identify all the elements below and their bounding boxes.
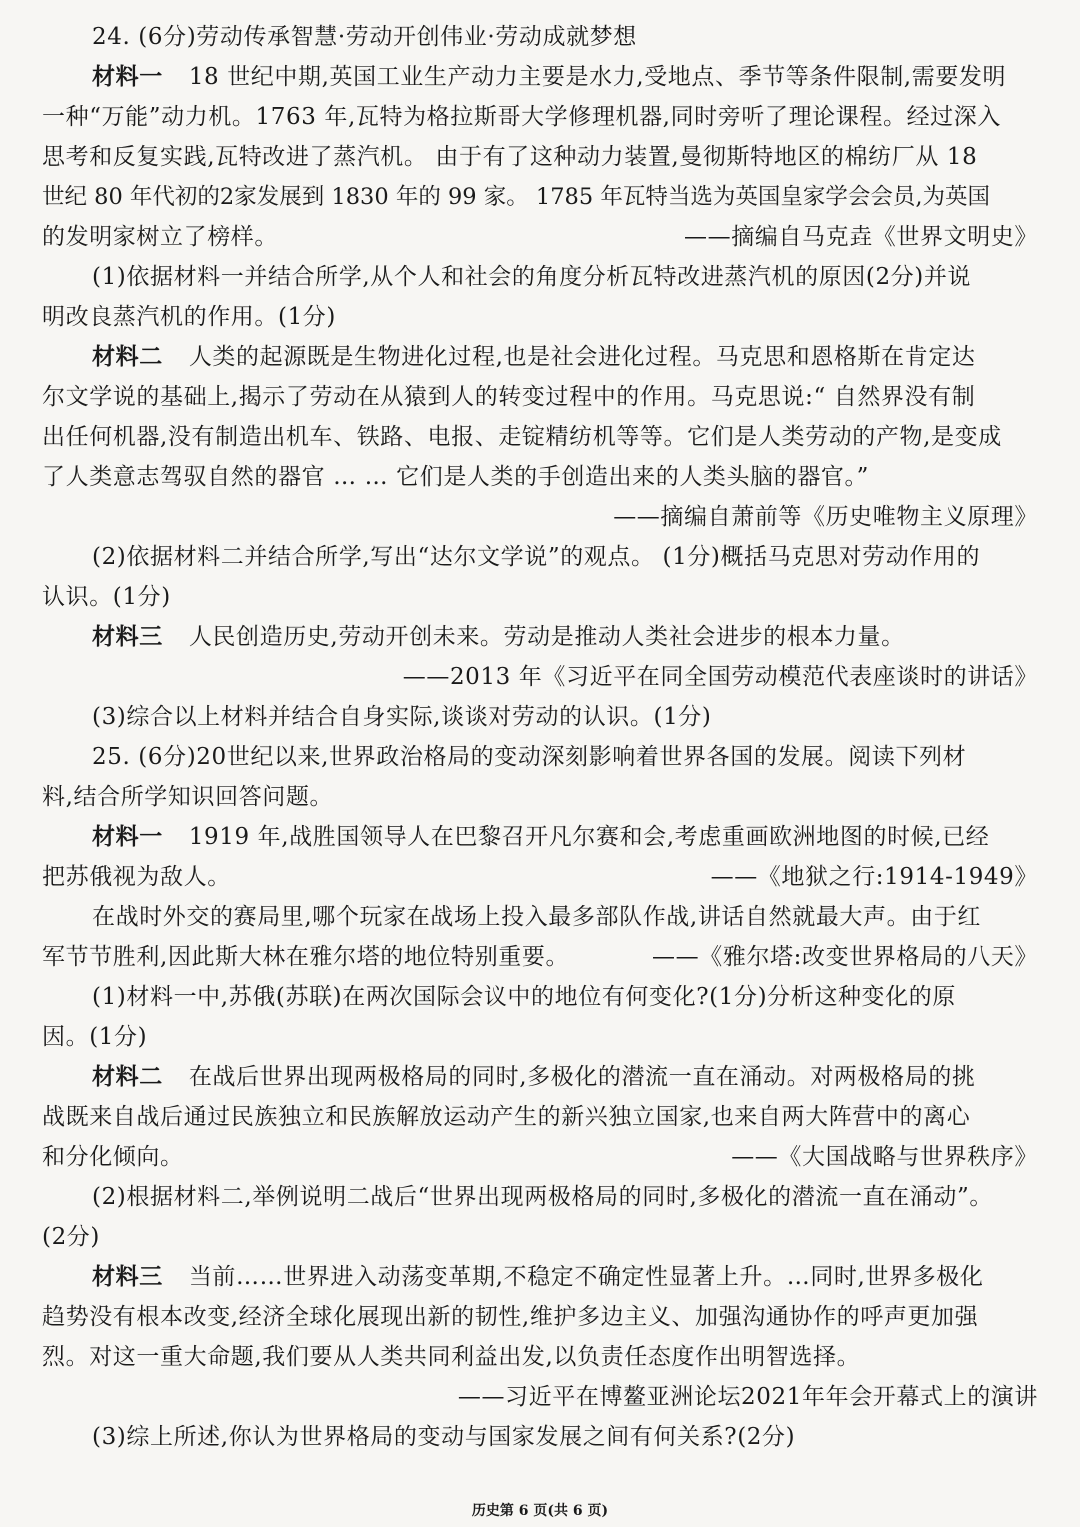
q25-title-line: 料,结合所学知识回答问题。	[42, 784, 334, 810]
q25-m2-label: 材料二	[92, 1064, 163, 1090]
q24-sub2-line: (2)依据材料二并结合所学,写出“达尔文学说”的观点。 (1分)概括马克思对劳动作用的	[92, 544, 981, 570]
q24-m2-label: 材料二	[92, 344, 163, 370]
q25-m1-line: 把苏俄视为敌人。	[42, 864, 231, 890]
q25-m2-line: 和分化倾向。	[42, 1144, 184, 1170]
q25-sub2-line: (2分)	[42, 1224, 100, 1250]
q24-m1-line: 一种“万能”动力机。1763 年,瓦特为格拉斯哥大学修理机器,同时旁听了理论课程。经过深入	[42, 104, 1001, 130]
q24-m1-source: ——摘编自马克垚《世界文明史》	[684, 224, 1038, 250]
q25-m2-line: 材料二 在战后世界出现两极格局的同时,多极化的潜流一直在涌动。对两极格局的挑	[92, 1064, 976, 1090]
q24-m1-label: 材料一	[92, 64, 163, 90]
q24-m1-line: 世纪 80 年代初的2家发展到 1830 年的 99 家。 1785 年瓦特当选为英国皇家学会会员,为英国	[42, 184, 990, 210]
q25-m3-line: 材料三 当前……世界进入动荡变革期,不稳定不确定性显著上升。…同时,世界多极化	[92, 1264, 984, 1290]
q25-sub3: (3)综上所述,你认为世界格局的变动与国家发展之间有何关系?(2分)	[92, 1424, 796, 1450]
q24-m3-line: 材料三 人民创造历史,劳动开创未来。劳动是推动人类社会进步的根本力量。	[92, 624, 905, 650]
q24-m2-line: 尔文学说的基础上,揭示了劳动在从猿到人的转变过程中的作用。马克思说:“ 自然界没有制	[42, 384, 976, 410]
q25-m3-label: 材料三	[92, 1264, 163, 1290]
q25-sub1-line: (1)材料一中,苏俄(苏联)在两次国际会议中的地位有何变化?(1分)分析这种变化的原	[92, 984, 956, 1010]
q25-m3-line: 趋势没有根本改变,经济全球化展现出新的韧性,维护多边主义、加强沟通协作的呼声更加强	[42, 1304, 979, 1330]
q25-m3-source: ——习近平在博鳌亚洲论坛2021年年会开幕式上的演讲	[457, 1384, 1038, 1410]
q24-m1-line: 思考和反复实践,瓦特改进了蒸汽机。 由于有了这种动力装置,曼彻斯特地区的棉纺厂从 18	[42, 144, 978, 170]
q25-m1-line: 材料一 1919 年,战胜国领导人在巴黎召开凡尔赛和会,考虑重画欧洲地图的时候,已经	[92, 824, 990, 850]
q24-m2-line: 了人类意志驾驭自然的器官 … … 它们是人类的手创造出来的人类头脑的器官。”	[42, 464, 869, 490]
q24-title: 24. (6分)劳动传承智慧·劳动开创伟业·劳动成就梦想	[92, 24, 637, 50]
q25-sub2-line: (2)根据材料二,举例说明二战后“世界出现两极格局的同时,多极化的潜流一直在涌动”。	[92, 1184, 993, 1210]
q25-m1-para2: 军节节胜利,因此斯大林在雅尔塔的地位特别重要。	[42, 944, 570, 970]
q25-m1-source2: ——《雅尔塔:改变世界格局的八天》	[652, 944, 1038, 970]
q25-m2-line: 战既来自战后通过民族独立和民族解放运动产生的新兴独立国家,也来自两大阵营中的离心	[42, 1104, 971, 1130]
q24-sub2-line: 认识。(1分)	[42, 584, 171, 610]
q24-sub1-line: (1)依据材料一并结合所学,从个人和社会的角度分析瓦特改进蒸汽机的原因(2分)并说	[92, 264, 972, 290]
q25-m1-label: 材料一	[92, 824, 163, 850]
q24-m1-line: 的发明家树立了榜样。	[42, 224, 278, 250]
q24-m1-line: 材料一 18 世纪中期,英国工业生产动力主要是水力,受地点、季节等条件限制,需要发明	[92, 64, 1007, 90]
q25-title-line: 25. (6分)20世纪以来,世界政治格局的变动深刻影响着世界各国的发展。阅读下列材	[92, 744, 967, 770]
q24-sub3: (3)综合以上材料并结合自身实际,谈谈对劳动的认识。(1分)	[92, 704, 712, 730]
q24-m3-source: ——2013 年《习近平在同全国劳动模范代表座谈时的讲话》	[402, 664, 1038, 690]
q25-sub1-line: 因。(1分)	[42, 1024, 148, 1050]
q25-m1-source1: ——《地狱之行:1914-1949》	[710, 864, 1038, 890]
q25-m3-line: 烈。对这一重大命题,我们要从人类共同利益出发,以负责任态度作出明智选择。	[42, 1344, 861, 1370]
q24-m2-source: ——摘编自萧前等《历史唯物主义原理》	[613, 504, 1038, 530]
q24-sub1-line: 明改良蒸汽机的作用。(1分)	[42, 304, 336, 330]
q24-m3-label: 材料三	[92, 624, 163, 650]
q24-m2-line: 材料二 人类的起源既是生物进化过程,也是社会进化过程。马克思和恩格斯在肯定达	[92, 344, 976, 370]
page-footer: 历史第 6 页(共 6 页)	[471, 1503, 609, 1519]
q25-m2-source: ——《大国战略与世界秩序》	[731, 1144, 1038, 1170]
q24-m2-line: 出任何机器,没有制造出机车、铁路、电报、走锭精纺机等等。它们是人类劳动的产物,是变成	[42, 424, 1002, 450]
q25-m1-para2: 在战时外交的赛局里,哪个玩家在战场上投入最多部队作战,讲话自然就最大声。由于红	[92, 904, 982, 930]
